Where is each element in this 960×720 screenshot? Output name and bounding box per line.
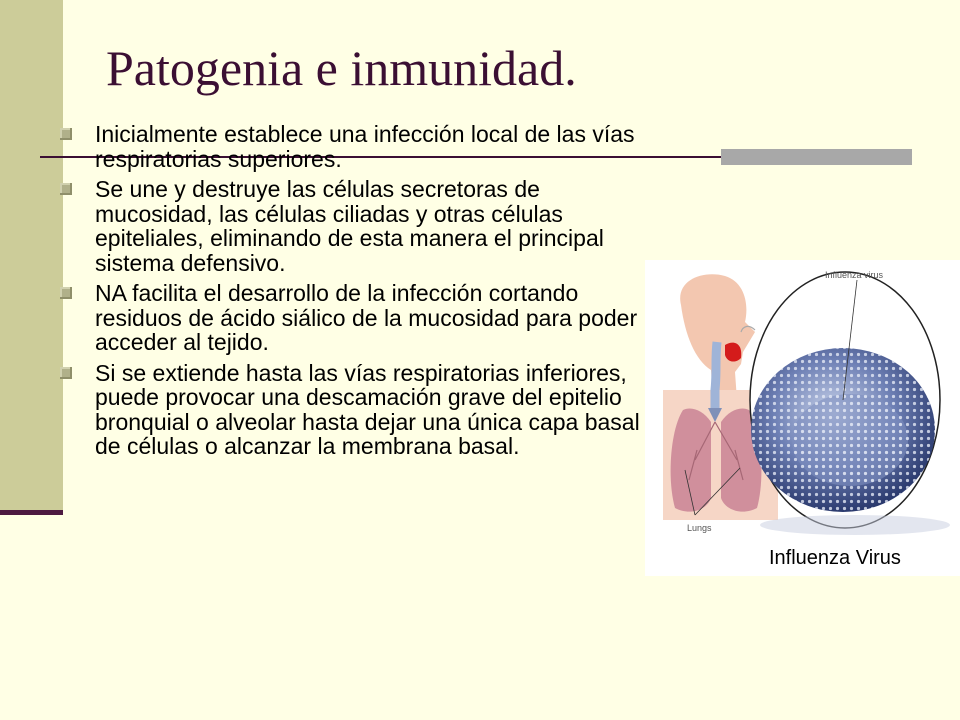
bullet-text: Si se extiende hasta las vías respiratorias inferiores, puede provocar una descamación grave del epitelio bronquial o alveolar hasta dejar una única capa basal de células o alcanzar la membrana basal. (95, 359, 640, 459)
bullet-text: Se une y destruye las células secretoras de mucosidad, las células ciliadas y otras células epiteliales, eliminando de esta manera el principal sistema defensivo. (95, 176, 604, 276)
square-bullet-icon (60, 183, 72, 195)
bullet-list (60, 122, 660, 465)
square-bullet-icon (60, 128, 72, 140)
virus-label: Influenza virus (825, 270, 884, 280)
bullet-item (60, 361, 660, 459)
square-bullet-icon (60, 287, 72, 299)
influenza-illustration (645, 260, 960, 576)
bullet-item (60, 122, 660, 171)
title-divider-accent (721, 149, 912, 165)
bullet-item (60, 281, 660, 355)
bullet-text: Inicialmente establece una infección local de las vías respiratorias superiores. (95, 121, 635, 172)
figure-caption: Influenza Virus (769, 547, 901, 569)
sidebar-accent-bar (0, 510, 63, 515)
bullet-item (60, 177, 660, 275)
bullet-text: NA facilita el desarrollo de la infección cortando residuos de ácido siálico de la mucosidad para poder acceder al tejido. (95, 280, 638, 355)
sidebar-bar (0, 0, 63, 510)
lungs-label: Lungs (687, 523, 712, 533)
slide-title: Patogenia e inmunidad. (106, 40, 577, 96)
square-bullet-icon (60, 367, 72, 379)
